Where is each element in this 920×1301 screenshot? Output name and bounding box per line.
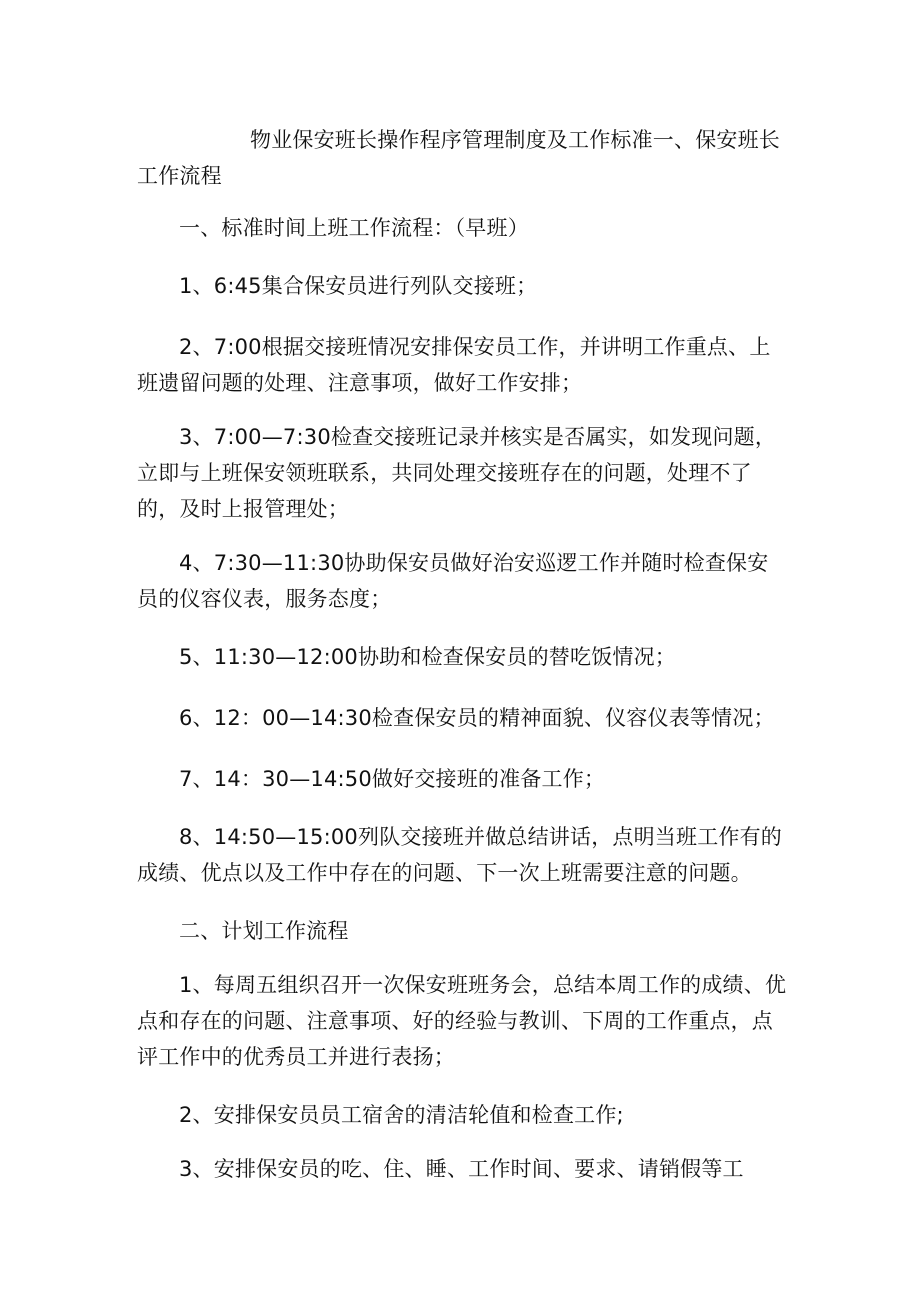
document-title: 物业保安班长操作程序管理制度及工作标准一、保安班长工作流程 <box>137 128 780 188</box>
list-item: 8、14:50—15:00列队交接班并做总结讲话，点明当班工作有的成绩、优点以及工作中存在的问题、下一次上班需要注意的问题。 <box>137 825 782 885</box>
list-item: 2、7:00根据交接班情况安排保安员工作，并讲明工作重点、上班遗留问题的处理、注意事项，做好工作安排； <box>137 335 771 395</box>
list-item: 2、安排保安员员工宿舍的清洁轮值和检查工作; <box>179 1103 624 1127</box>
list-item: 7、14：30—14:50做好交接班的准备工作； <box>179 767 606 791</box>
list-item: 6、12：00—14:30检查保安员的精神面貌、仪容仪表等情况； <box>179 706 775 730</box>
list-item: 3、安排保安员的吃、住、睡、工作时间、要求、请销假等工 <box>179 1157 744 1181</box>
list-item: 5、11:30—12:00协助和检查保安员的替吃饭情况； <box>179 645 676 669</box>
document-body <box>137 122 787 1187</box>
list-item: 1、6:45集合保安员进行列队交接班； <box>179 274 538 298</box>
list-item: 4、7:30—11:30协助保安员做好治安巡逻工作并随时检查保安员的仪容仪表，服务态度； <box>137 551 769 611</box>
section-heading-standard-shift: 一、标准时间上班工作流程：（早班） <box>179 216 529 240</box>
list-item: 3、7:00—7:30检查交接班记录并核实是否属实，如发现问题，立即与上班保安领班联系，共同处理交接班存在的问题，处理不了的，及时上报管理处； <box>137 425 777 521</box>
section-heading-planned-work: 二、计划工作流程 <box>179 919 349 943</box>
list-item: 1、每周五组织召开一次保安班班务会，总结本周工作的成绩、优点和存在的问题、注意事项、好的经验与教训、下周的工作重点，点评工作中的优秀员工并进行表扬； <box>137 973 787 1069</box>
